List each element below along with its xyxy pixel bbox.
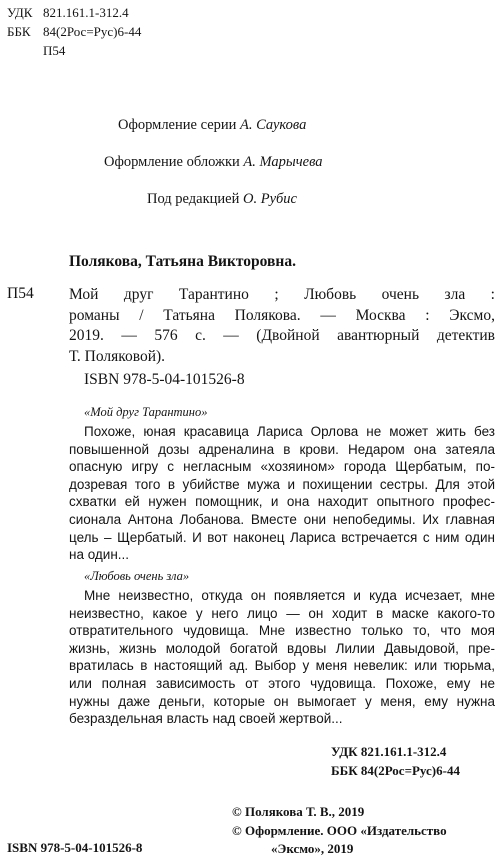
udk-row (7, 3, 141, 22)
annotation-line: дозревая того в убийстве мужа и похищении сестры. Для этой (69, 476, 495, 492)
catalog-code: П54 (7, 285, 34, 302)
annotation-title: «Мой друг Тарантино» (84, 405, 208, 419)
annotation-line: жизнь, жизнь молодой богатой вдовы Лилии Давыдовой, пре- (69, 640, 495, 656)
footer-udk: УДК 821.161.1-312.4 (331, 744, 447, 759)
catalog-isbn: ISBN 978-5-04-101526-8 (84, 371, 245, 388)
copyright-line: © Оформление. ООО «Издательство (232, 822, 447, 838)
description-line: 2019. — 576 с. — (Двойной авантюрный детектив (69, 327, 495, 344)
description-line: Т. Поляковой). (69, 347, 166, 365)
annotation-line: Похоже, юная красавица Лариса Орлова не может жить без (84, 424, 495, 439)
credit-name: О. Рубис (243, 191, 297, 207)
annotation-line: неизвестно, какое у него лицо — он ходит в маске какого-то (69, 605, 495, 621)
description-line: романы / Татьяна Полякова. — Москва : Эксмо, (69, 306, 495, 324)
footer-isbn: ISBN 978-5-04-101526-8 (7, 840, 143, 855)
credit-role: Оформление обложки (104, 154, 240, 170)
credit-role: Под редакцией (147, 191, 240, 207)
annotation-line: или полная зависимость от этого чудовища. Похоже, ему не (69, 675, 495, 691)
bbk-label: ББК (7, 24, 31, 39)
annotation-line: сионала Антона Лобанова. Вместе они непобедимы. Их главная (69, 511, 495, 527)
annotation-line: отвратительного чудовища. Мне известно только то, что моя (69, 623, 495, 639)
annotation-text (69, 587, 495, 728)
copyright-line: © Полякова Т. В., 2019 (232, 804, 365, 819)
annotation-line: нужны даже деньги, которые он вымогает у меня, ему нужна (69, 693, 495, 709)
udk-value: 821.161.1-312.4 (43, 5, 129, 20)
bbk-row (7, 22, 141, 41)
footer-bbk: ББК 84(2Рос=Рус)6-44 (331, 763, 460, 778)
annotation-line: вратилась в настоящий ад. Выбор у меня невелик: или тюрьма, (69, 658, 495, 674)
credit-name: А. Саукова (240, 117, 307, 133)
annotation-line: повышенной дозы адреналина в крови. Недаром она затеяла (69, 441, 495, 457)
annotation-line: схватки ей нужен помощник, и она находит опытного профес- (69, 494, 495, 510)
credit-role: Оформление серии (118, 117, 237, 133)
copyright-block (232, 803, 447, 859)
classification-block (7, 3, 141, 60)
annotation-line: цель – Щербатый. И вот наконец Лариса встречается с ним один (69, 529, 495, 545)
catalog-description (69, 285, 495, 367)
annotation-title: «Любовь очень зла» (84, 569, 190, 583)
annotation-line: опасную игру с негласным «хозяином» города Щербатым, по- (69, 459, 495, 475)
annotation-text (69, 423, 495, 564)
footer-classification (331, 742, 460, 780)
annotation-line: безраздельная власть над своей жертвой... (69, 711, 343, 727)
copyright-line: «Эксмо», 2019 (271, 841, 354, 856)
author-code: П54 (43, 43, 66, 58)
bbk-value: 84(2Рос=Рус)6-44 (43, 24, 142, 39)
description-line: Мой друг Тарантино ; Любовь очень зла : (69, 286, 495, 303)
credit-editor (147, 191, 297, 208)
credit-cover-design (104, 154, 323, 171)
credit-name: А. Марычева (243, 154, 323, 170)
annotation-line: на один... (69, 547, 130, 563)
catalog-author: Полякова, Татьяна Викторовна. (69, 253, 296, 270)
annotation-line: Мне неизвестно, откуда он появляется и куда исчезает, мне (84, 588, 495, 603)
credit-series-design (118, 117, 306, 134)
author-code-row (7, 41, 141, 60)
udk-label: УДК (7, 5, 33, 20)
